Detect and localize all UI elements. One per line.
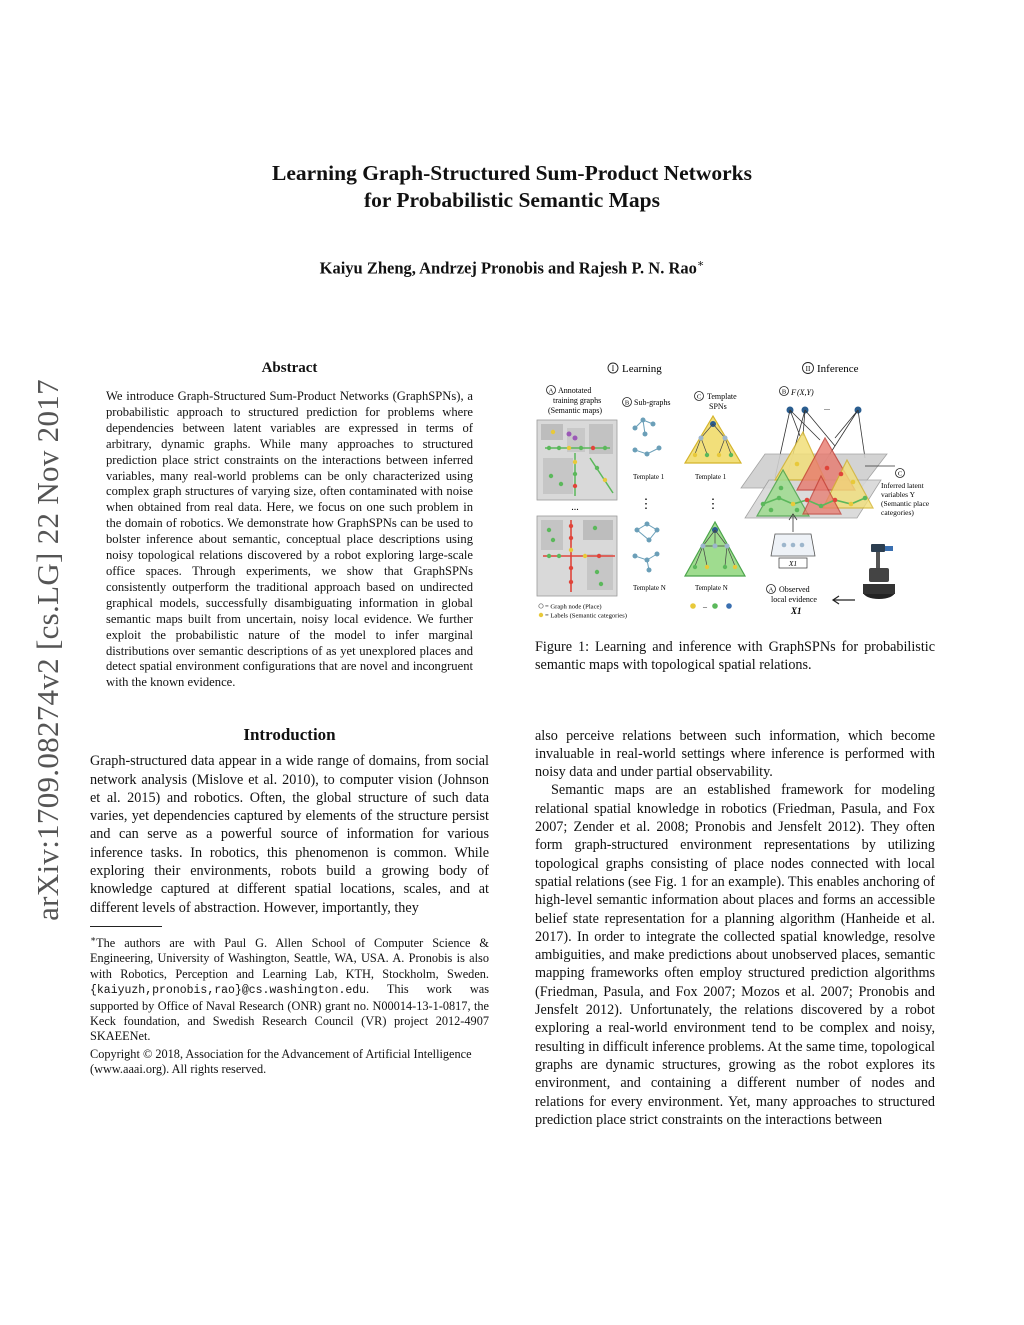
observed-label-2: local evidence <box>771 595 817 604</box>
map-2-node <box>569 548 573 552</box>
label-dot-yellow <box>690 603 696 609</box>
map-1-node <box>573 436 578 441</box>
map-2-node <box>569 524 573 528</box>
footnote-text-1: The authors are with Paul G. Allen School of Computer Science & Engineering, University of Washington, Seattle, WA, USA. A. Pronobis is also with Robotics, Perception and Learning Lab, KTH, Stockholm, Sweden. <box>90 935 489 981</box>
arxiv-side-label <box>32 355 64 945</box>
topo-node <box>779 486 784 491</box>
left-column <box>90 360 489 1078</box>
subgraph-node <box>633 554 638 559</box>
topo-node <box>761 502 766 507</box>
observed-label-3: X1 <box>791 606 802 616</box>
spn-leaf <box>733 565 737 569</box>
map-1-node <box>603 446 607 450</box>
map-2-node <box>557 554 561 558</box>
copyright-notice: Copyright © 2018, Association for the Advancement of Artificial Intelligence (www.aaai.org). All rights reserved. <box>90 1046 472 1077</box>
legend-labels: = Labels (Semantic categories) <box>545 612 627 620</box>
introduction-heading: Introduction <box>243 725 336 745</box>
map-2-node <box>597 554 601 558</box>
author-names: Kaiyu Zheng, Andrzej Pronobis and Rajesh P. N. Rao <box>319 258 697 278</box>
map-1-node <box>557 446 561 450</box>
map-2-node <box>547 528 551 532</box>
subgraphs-label: Sub-graphs <box>634 398 671 407</box>
title-line-2: for Probabilistic Semantic Maps <box>363 188 660 212</box>
spn-leaf <box>693 453 697 457</box>
topo-node <box>839 472 844 477</box>
introduction-paragraph-1: Graph-structured data appear in a wide range of domains, from social network analysis (Mislove et al. 2010), to computer vision (Johnson et al. 2015) and robotics. Often, the global structure of such data varies, yet dependencies captured by elements of the structure persist and can serve as a powerful source of information for various inference tasks. In robotics, this phenomenon is common. While exploring their environments, robots build a growing body of knowledge captured at different spatial locations, scales, and at different levels of abstraction. However, importantly, they <box>90 753 489 916</box>
subgraph-node <box>647 538 652 543</box>
map-1-node <box>573 484 577 488</box>
legend-graph-node: = Graph node (Place) <box>545 603 602 611</box>
subgraph-node <box>633 426 638 431</box>
figure-1 <box>535 358 935 620</box>
map-2-room-b <box>583 520 613 540</box>
map-1-node <box>559 482 563 486</box>
map-1-node <box>579 446 583 450</box>
subgraph-node <box>635 528 640 533</box>
spn-leaf <box>729 453 733 457</box>
subgraph-node <box>655 528 660 533</box>
legend-node-icon <box>539 604 543 608</box>
graphspn-function-args: (X,Y) <box>797 388 814 397</box>
subgraph-node <box>633 448 638 453</box>
map-2-node <box>569 580 573 584</box>
badge-b-inference-label: B <box>781 388 787 396</box>
template-1-label-b: Template 1 <box>695 473 727 481</box>
evidence-node <box>782 543 787 548</box>
observed-label-1: Observed <box>779 585 810 594</box>
title-line-1: Learning Graph-Structured Sum-Product Networks <box>272 161 752 185</box>
map-1-node <box>591 446 595 450</box>
spn-leaf <box>705 453 709 457</box>
template-n-label-b: Template N <box>695 584 728 592</box>
map-1-node <box>595 466 599 470</box>
footnote <box>90 932 489 1045</box>
topo-node <box>791 502 796 507</box>
figure-1-caption: Figure 1: Learning and inference with GraphSPNs for probabilistic semantic maps with topological spatial relations. <box>535 639 935 674</box>
paper-title <box>150 160 874 214</box>
spn-leaf <box>693 565 697 569</box>
subgraphs-ellipsis: ⋮ <box>639 496 653 511</box>
topo-node <box>863 496 868 501</box>
legend-label-icon <box>539 613 543 617</box>
topo-node <box>851 480 856 485</box>
map-1-node <box>603 478 607 482</box>
maps-ellipsis: ... <box>571 502 579 513</box>
badge-c-inference-label: C <box>897 470 903 478</box>
topo-node <box>795 462 800 467</box>
template-1-label-a: Template 1 <box>633 473 665 481</box>
evidence-node <box>800 543 805 548</box>
abstract-text: We introduce Graph-Structured Sum-Product Networks (GraphSPNs), a probabilistic approach to structured prediction for problems where dependencies between latent variables are expressed in terms of arbitrary, dynamic graphs. While many approaches to structured prediction place strict constraints on the interactions between inferred variables, many real-world problems can be only characterized using complex graph structures of varying size, often contaminated with noise when obtained from real data. Here, we focus on one such problem in the domain of robotics. We demonstrate how GraphSPNs can be used to bolster inference about semantic, conceptual place descriptions using noisy topological relations discovered by a robot exploring large-scale office spaces. Through experiments, we show that GraphSPNs consistently outperform the traditional approach based on undirected graphical models, successfully disambiguating information in global semantic maps built from uncertain, noisy local evidence. We further exploit the probabilistic nature of the model to infer marginal distributions over semantic descriptions of as yet unexplored places and detect spatial environment configurations that are novel and incongruent with the known evidence. <box>106 389 473 690</box>
evidence-node <box>791 543 796 548</box>
badge-inference-label: II <box>805 365 811 373</box>
map-2-node <box>551 538 555 542</box>
inferred-label-3: (Semantic place <box>881 499 930 508</box>
template-spns-label-2: SPNs <box>709 402 727 411</box>
topo-node <box>833 498 838 503</box>
inferred-label-4: categories) <box>881 508 914 517</box>
subgraph-node <box>651 422 656 427</box>
map-2-node <box>599 582 603 586</box>
topo-node <box>795 508 800 513</box>
subgraph-node <box>643 432 648 437</box>
topo-node <box>849 502 854 507</box>
spn-node <box>713 544 718 549</box>
spn-leaf <box>705 565 709 569</box>
right-column <box>535 358 935 1129</box>
spn-leaf <box>717 453 721 457</box>
inferred-label-1: Inferred latent <box>881 481 924 490</box>
annotated-label-3: (Semantic maps) <box>548 406 602 415</box>
subgraph-node <box>645 558 650 563</box>
abstract-heading: Abstract <box>261 360 318 376</box>
spn-leaf <box>723 565 727 569</box>
map-1-node <box>551 430 555 434</box>
topo-node <box>825 466 830 471</box>
template-spns-label-1: Template <box>707 392 737 401</box>
footnote-email: {kaiyuzh,pronobis,rao}@cs.washington.edu <box>90 984 367 998</box>
learning-heading: Learning <box>622 363 662 375</box>
annotated-label-2: training graphs <box>553 396 602 405</box>
map-2-node <box>583 554 587 558</box>
map-1-node <box>567 432 572 437</box>
footnote-mark: ∗ <box>90 933 97 944</box>
subgraph-node <box>655 552 660 557</box>
badge-c-learning-label: C <box>696 393 702 401</box>
map-1-room-d <box>543 458 573 494</box>
template-n-label-a: Template N <box>633 584 666 592</box>
map-2-node <box>569 566 573 570</box>
spn-node <box>723 436 728 441</box>
spn-node <box>725 544 730 549</box>
right-column-body <box>535 727 935 1130</box>
map-1-node <box>573 460 577 464</box>
label-dot-blue <box>726 603 732 609</box>
figure-1-diagram <box>535 358 935 620</box>
badge-a-label: A <box>548 387 554 395</box>
spn-node <box>699 436 704 441</box>
badge-a-inference-label: A <box>768 586 774 594</box>
templates-ellipsis: ⋮ <box>706 496 720 511</box>
right-paragraph-1: also perceive relations between such information, which become invaluable in real-world settings where inference is performed with noisy data and under partial observability. <box>535 727 935 781</box>
author-list <box>150 257 874 279</box>
inference-heading: Inference <box>817 363 859 375</box>
subgraph-node <box>645 452 650 457</box>
badge-b-learning-label: B <box>624 399 630 407</box>
map-2-node <box>595 570 599 574</box>
subgraph-node <box>645 522 650 527</box>
label-dot-green <box>712 603 718 609</box>
map-1-node <box>549 474 553 478</box>
badge-learning-label: I <box>611 364 615 373</box>
x1-box-label: X1 <box>788 559 798 568</box>
subgraph-node <box>647 568 652 573</box>
topo-node <box>769 508 774 513</box>
inferred-label-2: variables Y <box>881 490 916 499</box>
label-dot-dash: – <box>703 602 707 611</box>
author-footnote-mark: ∗ <box>696 258 705 270</box>
arxiv-identifier: arXiv:1709.08274v2 [cs.LG] 22 Nov 2017 <box>30 379 65 921</box>
topo-node <box>805 498 810 503</box>
right-paragraph-2: Semantic maps are an established framework for modeling relational spatial knowledge in robotics (Friedman, Pasula, and Fox 2007; Zender et al. 2008; Pronobis and Jensfelt 2012). They often form graph-structured environment representations by utilizing topological graphs consisting of place nodes connected with local spatial relations (see Fig. 1 for an example). This enables anchoring of high-level semantic information about places and forms an accessible belief state representation for a planning algorithm (Hanheide et al. 2017). In order to integrate the collected spatial knowledge, resolve ambiguities, and make predictions about unobserved places, semantic mapping frameworks often employ structured prediction algorithms (Friedman, Pasula, and Fox 2007; Mozos et al. 2007; Pronobis and Jensfelt 2012). Unfortunately, the relations discovered by a robot exploring a real-world environment tend to be complex and noisy, resulting in difficult inference problems. At the same time, topological graphs are dynamic structures, growing as the robot explores its environment, and containing a different number of nodes and relations for every environment. Yet, many approaches to structured prediction place strict constraints on the interactions between <box>535 782 935 1128</box>
topo-node <box>777 496 782 501</box>
map-1-node <box>567 446 571 450</box>
spn-node <box>701 544 706 549</box>
map-1-node <box>573 472 577 476</box>
map-2-node <box>547 554 551 558</box>
annotated-label-1: Annotated <box>558 386 592 395</box>
footnote-text-2: . This work was supported by Office of Naval Research (ONR) grant no. N00014-13-1-0817, the Keck foundation, and Swedish Research Council (VR) project 2012-4907 SKAEENet. <box>90 982 489 1044</box>
map-2-room-a <box>541 520 563 550</box>
graphspn-function-label: F <box>791 387 797 397</box>
map-2-node <box>593 526 597 530</box>
map-2-node <box>569 536 573 540</box>
robot-illustration <box>863 544 895 599</box>
inference-ellipsis: ... <box>824 403 830 412</box>
subgraph-node <box>657 446 662 451</box>
subgraph-node <box>641 418 646 423</box>
footnote-divider <box>90 926 162 927</box>
topo-node <box>819 504 824 509</box>
map-1-node <box>547 446 551 450</box>
